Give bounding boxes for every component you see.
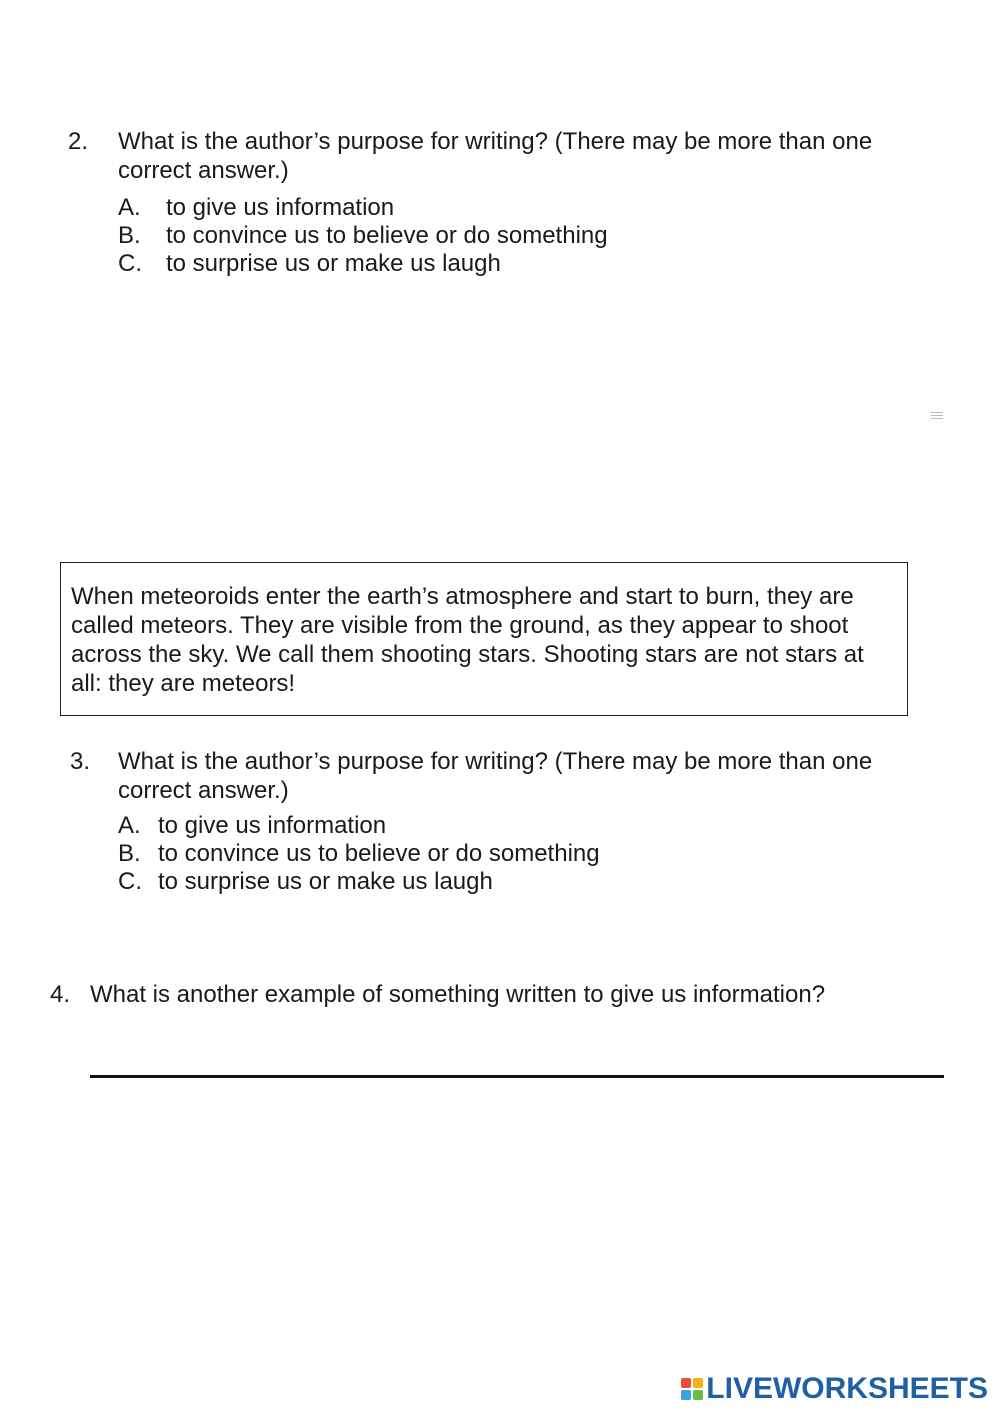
reading-passage (60, 562, 908, 716)
option-text: to give us information (166, 194, 395, 221)
logo-grid-icon (681, 1378, 703, 1400)
margin-marker-icon (931, 410, 943, 422)
option-text: to surprise us or make us laugh (158, 868, 493, 895)
logo-tile (693, 1390, 703, 1400)
logo-tile (681, 1390, 691, 1400)
q3-option-a[interactable] (118, 812, 600, 840)
liveworksheets-logo (681, 1372, 988, 1406)
q2-options (118, 194, 608, 278)
option-text: to surprise us or make us laugh (166, 250, 501, 277)
q2-option-a[interactable] (118, 194, 608, 222)
logo-text: LIVEWORKSHEETS (706, 1372, 988, 1405)
q2-number: 2. (68, 128, 89, 155)
option-letter: C. (118, 868, 142, 895)
passage-line4: all: they are meteors! (71, 670, 296, 697)
q3-prompt-line1: What is the author’s purpose for writing? (There may be more than one (118, 748, 873, 775)
q4-number: 4. (50, 981, 71, 1008)
q3-prompt-line2: correct answer.) (118, 777, 289, 804)
q4-answer-field[interactable] (90, 1030, 944, 1074)
passage-line1: When meteoroids enter the earth’s atmosphere and start to burn, they are (71, 583, 854, 610)
option-text: to convince us to believe or do something (158, 840, 600, 867)
option-letter: A. (118, 194, 141, 221)
q4-answer-line (90, 1075, 944, 1078)
option-letter: B. (118, 840, 141, 867)
q3-options (118, 812, 600, 896)
option-letter: B. (118, 222, 141, 249)
option-letter: A. (118, 812, 141, 839)
passage-line2: called meteors. They are visible from the ground, as they appear to shoot (71, 612, 849, 639)
passage-line3: across the sky. We call them shooting stars. Shooting stars are not stars at (71, 641, 864, 668)
q3-number: 3. (70, 748, 91, 775)
q3-prompt (118, 747, 872, 805)
q2-prompt-line2: correct answer.) (118, 157, 289, 184)
q3-option-c[interactable] (118, 868, 600, 896)
option-text: to convince us to believe or do something (166, 222, 608, 249)
q4-prompt: What is another example of something written to give us information? (90, 981, 826, 1008)
option-text: to give us information (158, 812, 387, 839)
q3-option-b[interactable] (118, 840, 600, 868)
q2-prompt (118, 127, 872, 185)
q2-prompt-line1: What is the author’s purpose for writing? (There may be more than one (118, 128, 873, 155)
option-letter: C. (118, 250, 142, 277)
q2-option-c[interactable] (118, 250, 608, 278)
q2-option-b[interactable] (118, 222, 608, 250)
logo-tile (693, 1378, 703, 1388)
logo-tile (681, 1378, 691, 1388)
